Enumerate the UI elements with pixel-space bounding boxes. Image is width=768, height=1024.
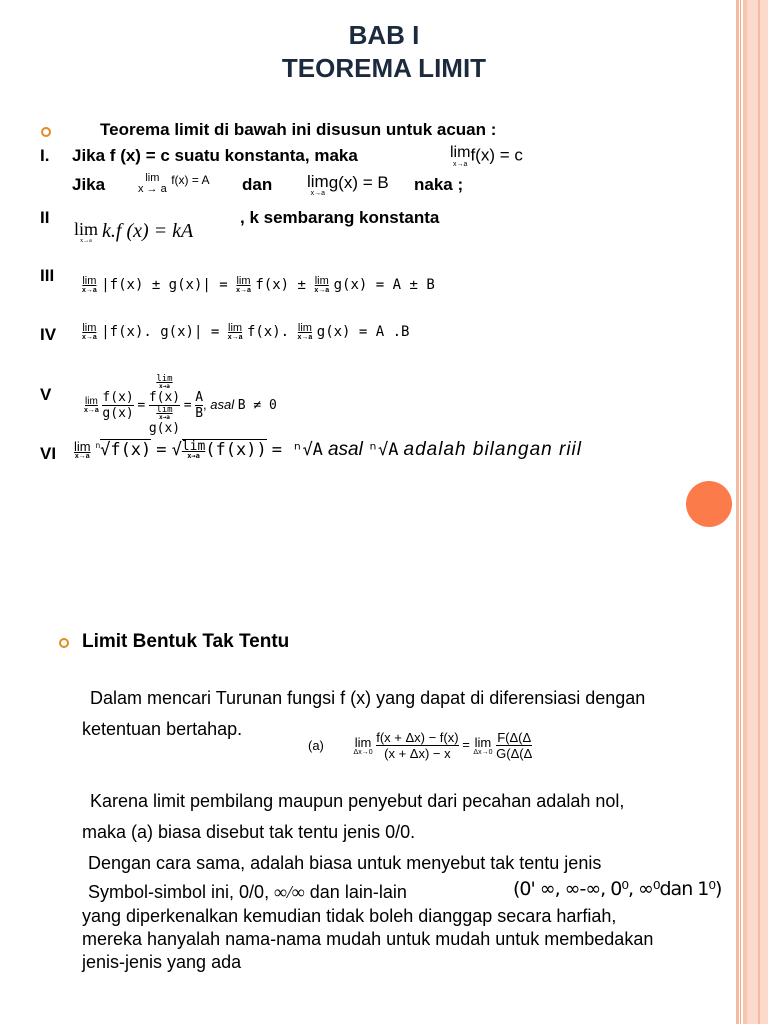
paragraph-text: maka (a) biasa disebut tak tentu jenis 0/0. (82, 822, 416, 842)
lim-subscript: x→a (310, 190, 326, 197)
symbol-infinity-ratio: ∞/∞ (274, 882, 305, 902)
lim-label: lim (314, 275, 329, 287)
paragraph-fragment: dan lain-lain (309, 882, 407, 902)
paragraph-fragment: Symbol-simbol ini, 0/0, (88, 882, 270, 902)
lim-subscript: x→a (84, 407, 99, 414)
paragraph-text (88, 882, 407, 903)
lim-label: lim (74, 219, 99, 239)
root-index: n (95, 441, 101, 450)
lim-label: lim (82, 275, 97, 287)
lim-label: lim (156, 374, 173, 384)
lim-label: lim (236, 275, 251, 287)
fraction-numerator-expr: f(x) (148, 390, 181, 405)
lim-subscript: x→a (80, 238, 92, 244)
formula-note: asal (210, 396, 235, 412)
formula-expr: |f(x). g(x)| = (101, 324, 228, 341)
formula-expr: g(x) = A ± B (333, 277, 435, 294)
rule-formula (450, 145, 523, 168)
lim-label: lim (307, 172, 329, 191)
rule-number: III (40, 266, 55, 285)
lim-label: lim (297, 322, 312, 334)
rule-number: V (40, 385, 52, 404)
radicand: (f(x)) (205, 440, 267, 460)
lim-subscript: x→a (82, 287, 97, 294)
fraction-denominator: (x + Δx) − x (376, 745, 458, 761)
rule-number: I. (40, 146, 50, 165)
formula-expr: f(x) = A (171, 173, 210, 187)
rule-formula (74, 220, 193, 244)
indeterminate-forms: (0' ∞, ∞-∞, 0⁰, ∞⁰dan 1⁰) (513, 878, 722, 900)
lim-subscript: x→a (297, 334, 313, 341)
lim-subscript: x→a (453, 161, 468, 168)
paragraph-text: Dengan cara sama, adalah biasa untuk menyebut tak tentu jenis (88, 853, 602, 873)
bullet-icon (59, 638, 69, 648)
formula-expr: f(x) ± (255, 277, 315, 294)
lim-subscript: x→a (236, 287, 251, 294)
fraction-denominator: G(Δ(Δ (496, 746, 533, 761)
lim-label: lim (181, 439, 206, 454)
decorative-circle (686, 481, 732, 527)
fraction-denominator: B (195, 406, 204, 421)
rule-number: II (40, 208, 50, 227)
paragraph-text: yang diperkenalkan kemudian tidak boleh dianggap secara harfiah, (82, 906, 617, 926)
lim-subscript: x → a (138, 183, 167, 195)
fraction-numerator: A (195, 390, 204, 405)
formula-condition: ⁿ√A (367, 440, 399, 460)
lim-label: lim (82, 322, 97, 334)
lim-label: lim (145, 172, 160, 184)
formula-expr: g(x) = B (328, 173, 389, 192)
fraction-denominator: g(x) (102, 406, 134, 421)
lim-subscript: x→a (314, 287, 330, 294)
rule-formula: lim x→a $\frac{f(x)}{g(x)}$ = lim x→a f(x) lim x→a g(x) = $\frac{A}{B}$ , asal B ≠ 0 (84, 374, 277, 436)
rule-number: IV (40, 325, 57, 344)
page-subtitle: TEOREMA LIMIT (281, 53, 487, 83)
rule-formula (82, 276, 435, 294)
paragraph-text: Dalam mencari Turunan fungsi f (x) yang dapat di diferensiasi dengan (90, 688, 646, 708)
formula-condition: B ≠ 0 (237, 397, 277, 413)
formula-expr: f(x). (246, 324, 298, 341)
formula-note: asal (327, 439, 363, 460)
lim-label: lim (85, 396, 98, 407)
fraction-denominator-expr: g(x) (148, 421, 181, 436)
page-title: BAB I (348, 20, 420, 50)
lim-subscript: x→a (159, 414, 170, 421)
radicand: f(x) (110, 440, 152, 460)
lim-subscript: Δx→0 (473, 748, 493, 756)
side-stripe (740, 0, 741, 1024)
formula-expr: f(x) = c (470, 145, 523, 165)
lim-subscript: x→a (187, 452, 200, 460)
equation-label: (a) (308, 738, 324, 753)
rule-number: VI (40, 444, 57, 463)
lim-subscript: x→a (227, 334, 243, 341)
formula-expr: |f(x) ± g(x)| = (101, 277, 237, 294)
equation-a: (a) lim Δx→0 $\frac{f(x + \Delta x) - f(x)}{(x + \Delta x) - x}$ = lim Δx→0 $\frac{F(\Delta(\Delta}{G(\Delta(\Delta}$ (308, 730, 533, 761)
lim-subscript: x→a (74, 453, 90, 461)
fraction-numerator: f(x + Δx) − f(x) (376, 730, 459, 745)
rule-formula (138, 173, 210, 195)
formula-result: = ⁿ√A (271, 440, 323, 460)
lim-subscript: Δx→0 (353, 748, 373, 756)
formula-expr: g(x) = A .B (316, 324, 410, 341)
lim-label: lim (450, 144, 471, 161)
side-stripe (736, 0, 739, 1024)
rule-text: dan (242, 175, 273, 194)
rule-text: naka ; (414, 175, 464, 194)
paragraph-text: jenis-jenis yang ada (82, 952, 242, 972)
fraction-numerator: f(x) (102, 390, 134, 405)
section-heading: Limit Bentuk Tak Tentu (82, 631, 290, 652)
lim-label: lim (474, 734, 492, 750)
fraction-numerator (149, 375, 180, 405)
formula-note: adalah bilangan riil (403, 439, 582, 460)
paragraph-text: ketentuan bertahap. (82, 719, 243, 739)
fraction-numerator: F(Δ(Δ (497, 730, 532, 745)
rule-text: Jika (72, 175, 106, 194)
lim-label: lim (228, 322, 243, 334)
lim-label: lim (156, 405, 173, 415)
lim-subscript: x→a (82, 334, 97, 341)
lim-subscript: x→a (159, 383, 170, 390)
lim-label: lim (354, 734, 372, 750)
rule-formula (82, 323, 409, 341)
rule-text: , k sembarang konstanta (240, 208, 440, 227)
side-stripe (743, 0, 768, 1024)
rule-formula (307, 173, 389, 197)
rule-formula: lim x→a $^n$√f(x) = √ lim x→a (f(x)) = ⁿ√A asal ⁿ√A adalah bilangan riil (74, 439, 582, 461)
formula-expr: k.f (x) = kA (102, 220, 194, 242)
paragraph-text: mereka hanyalah nama-nama mudah untuk mudah untuk membedakan (82, 929, 654, 949)
lim-label: lim (74, 439, 91, 455)
rule-text: Jika f (x) = c suatu konstanta, maka (72, 146, 358, 165)
fraction-denominator (149, 405, 180, 436)
intro-text: Teorema limit di bawah ini disusun untuk acuan : (100, 120, 497, 139)
bullet-icon (41, 127, 51, 137)
paragraph-text: Karena limit pembilang maupun penyebut dari pecahan adalah nol, (90, 791, 625, 811)
